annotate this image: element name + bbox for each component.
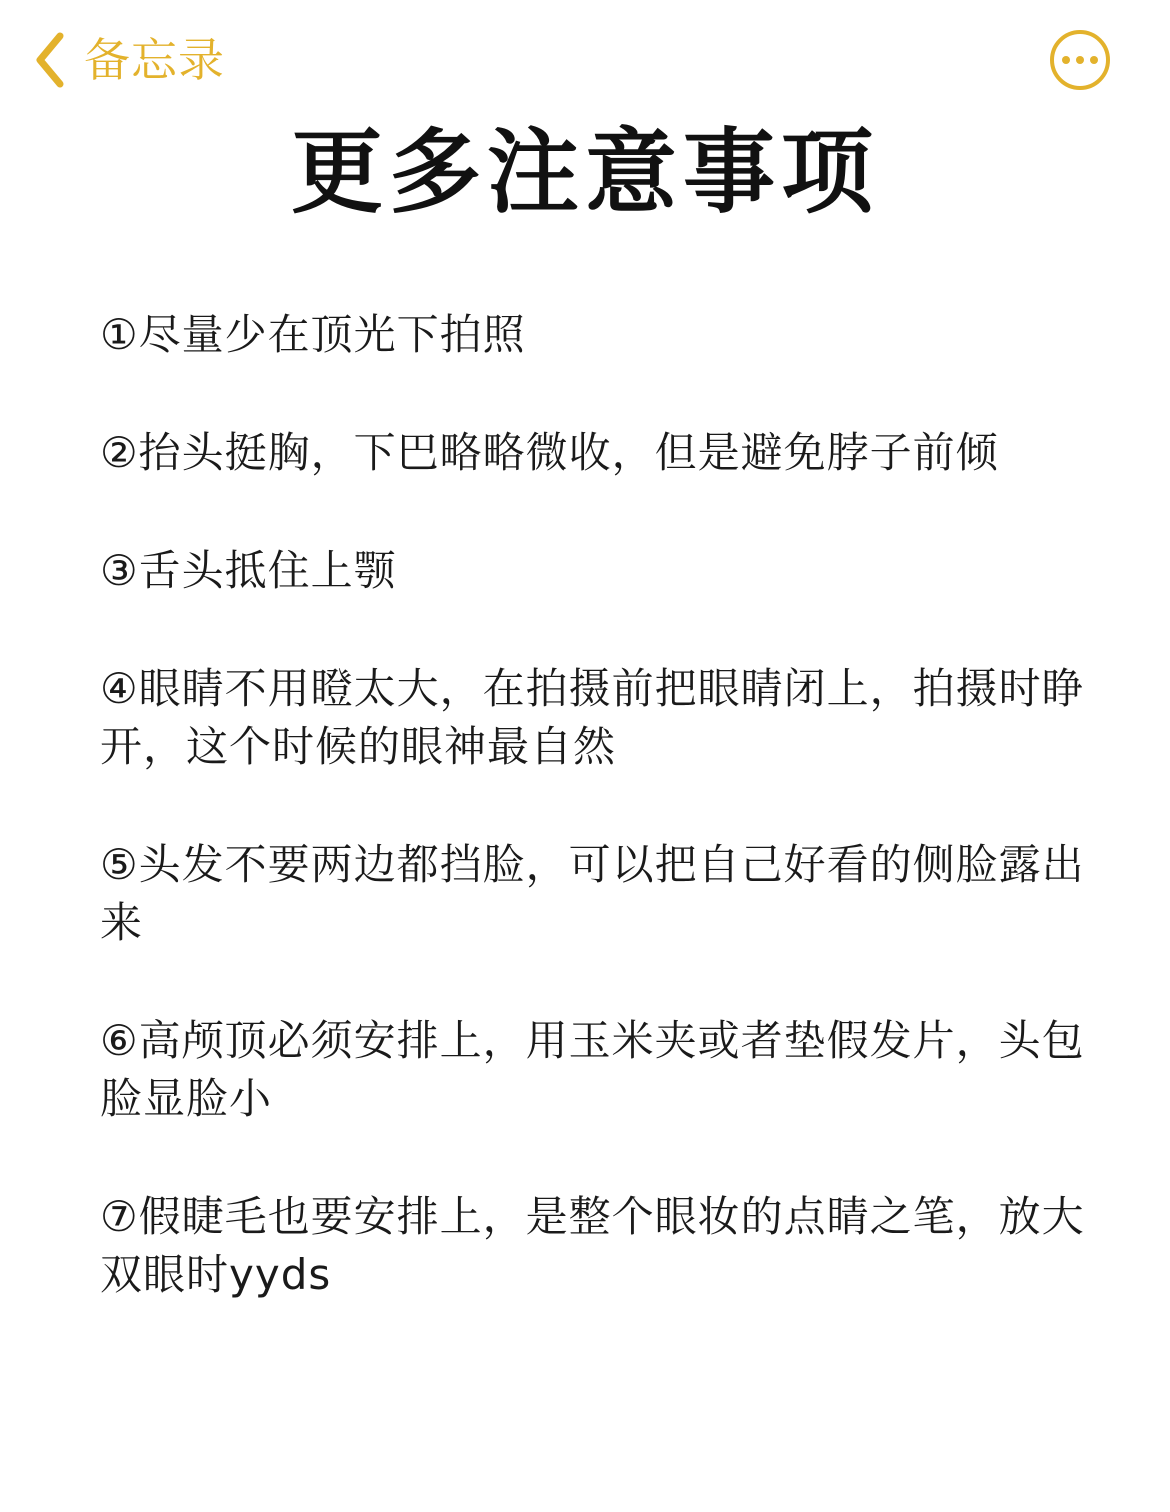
list-item-4: ④眼睛不用瞪太大，在拍摄前把眼睛闭上，拍摄时睁开，这个时候的眼神最自然 xyxy=(100,664,1085,771)
more-options-button[interactable] xyxy=(1050,30,1110,90)
back-label: 备忘录 xyxy=(84,33,225,87)
back-button[interactable] xyxy=(30,28,225,92)
list-item-5: ⑤头发不要两边都挡脸，可以把自己好看的侧脸露出来 xyxy=(100,840,1085,947)
list-item-2: ②抬头挺胸，下巴略略微收，但是避免脖子前倾 xyxy=(100,428,999,477)
page-title: 更多注意事项 xyxy=(290,119,879,226)
list-item-1: ①尽量少在顶光下拍照 xyxy=(100,310,526,359)
more-options-icon-dot-3 xyxy=(1090,56,1098,64)
list-item-3: ③舌头抵住上颚 xyxy=(100,546,397,595)
more-options-icon xyxy=(1062,56,1070,64)
note-list xyxy=(100,306,1090,1364)
more-options-icon-dot-2 xyxy=(1076,56,1084,64)
chevron-left-icon xyxy=(30,28,70,92)
list-item-7: ⑦假睫毛也要安排上，是整个眼妆的点睛之笔，放大双眼时yyds xyxy=(100,1192,1085,1299)
navigation-bar xyxy=(0,0,1170,120)
list-item-6: ⑥高颅顶必须安排上，用玉米夹或者垫假发片，头包脸显脸小 xyxy=(100,1016,1085,1123)
